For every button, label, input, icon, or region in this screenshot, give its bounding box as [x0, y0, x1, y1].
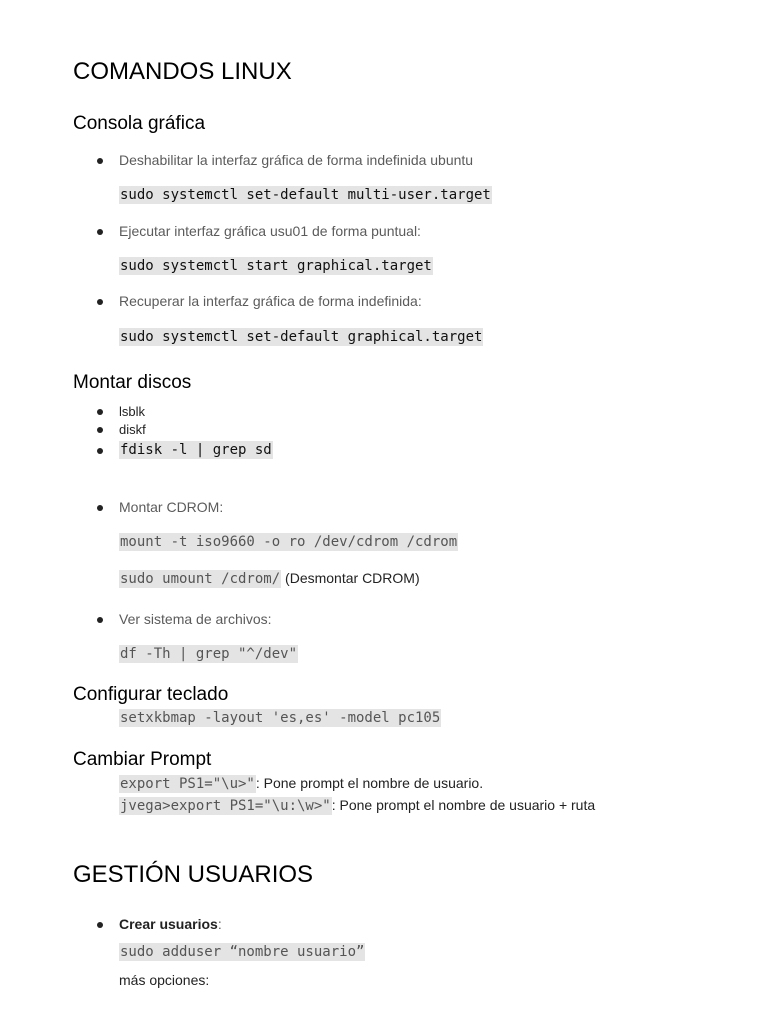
- list-item: lsblk: [119, 404, 146, 419]
- page-title: COMANDOS LINUX: [73, 58, 292, 85]
- code-line: sudo umount /cdrom/: [120, 571, 281, 587]
- mas-opciones: más opciones:: [119, 972, 210, 988]
- list-item: Ver sistema de archivos:: [119, 611, 272, 627]
- code-line: sudo adduser “nombre usuario”: [120, 944, 365, 960]
- bullet-icon: [97, 299, 103, 305]
- code-line: sudo systemctl set-default graphical.target: [120, 329, 483, 345]
- code-line: sudo systemctl set-default multi-user.target: [120, 187, 491, 203]
- list-item: Deshabilitar la interfaz gráfica de forma indefinida ubuntu: [119, 152, 474, 168]
- list-item: Ejecutar interfaz gráfica usu01 de forma puntual:: [119, 223, 421, 239]
- section-heading-prompt: Cambiar Prompt: [73, 749, 212, 770]
- umount-line: [119, 570, 420, 588]
- list-item: diskf: [119, 422, 146, 437]
- bullet-icon: [97, 505, 103, 511]
- prompt-note: : Pone prompt el nombre de usuario + ruta: [331, 797, 596, 813]
- code-line: setxkbmap -layout 'es,es' -model pc105: [120, 710, 441, 726]
- section-heading-consola: Consola gráfica: [73, 113, 206, 134]
- bullet-icon: [97, 617, 103, 623]
- section-title-usuarios: GESTIÓN USUARIOS: [73, 861, 314, 888]
- section-heading-teclado: Configurar teclado: [73, 684, 229, 705]
- code-line: export PS1="\u>": [120, 776, 255, 792]
- prompt-note: : Pone prompt el nombre de usuario.: [255, 775, 484, 791]
- code-line: sudo systemctl start graphical.target: [120, 258, 432, 274]
- colon: :: [217, 916, 222, 932]
- crear-usuarios-label: Crear usuarios: [119, 916, 218, 932]
- umount-note: (Desmontar CDROM): [281, 570, 420, 586]
- bullet-icon: [97, 448, 103, 454]
- prompt-line-1: [119, 775, 483, 793]
- prompt-line-2: [119, 797, 595, 815]
- bullet-icon: [97, 229, 103, 235]
- code-line: fdisk -l | grep sd: [120, 442, 272, 458]
- bullet-icon: [97, 427, 103, 433]
- bullet-icon: [97, 158, 103, 164]
- bullet-icon: [97, 922, 103, 928]
- section-heading-montar: Montar discos: [73, 372, 192, 393]
- code-line: mount -t iso9660 -o ro /dev/cdrom /cdrom: [120, 534, 458, 550]
- list-item: Recuperar la interfaz gráfica de forma indefinida:: [119, 293, 422, 309]
- code-line: df -Th | grep "^/dev": [120, 646, 298, 662]
- list-item: [119, 916, 222, 934]
- bullet-icon: [97, 409, 103, 415]
- list-item: Montar CDROM:: [119, 499, 224, 515]
- code-line: jvega>export PS1="\u:\w>": [120, 798, 331, 814]
